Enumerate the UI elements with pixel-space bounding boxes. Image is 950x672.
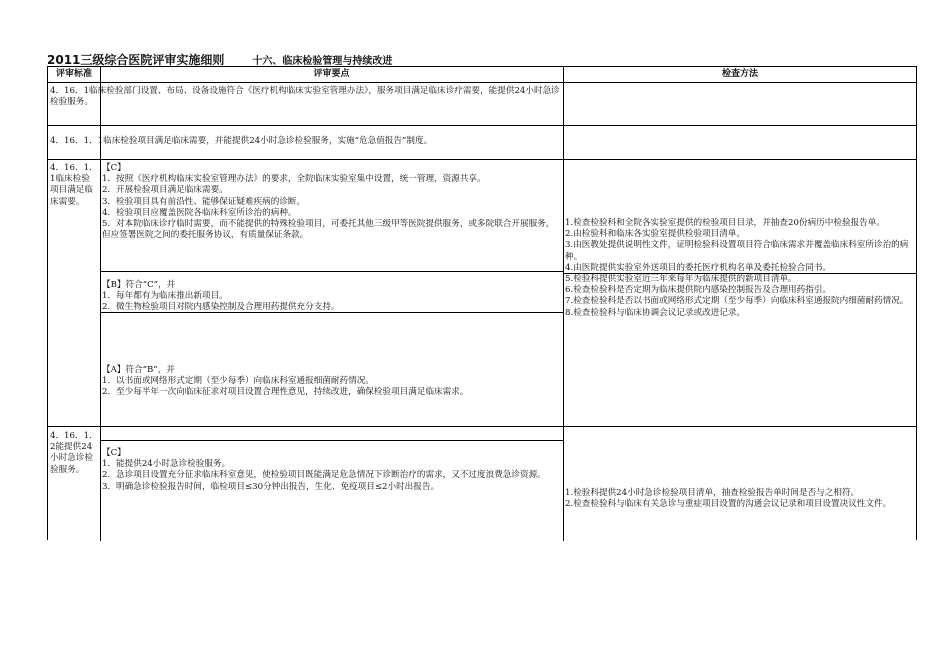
inspection-methods-4-16-1-1: 1.检查检验科和全院各实验室提供的检验项目目录，并抽查20份病历中检验报告单。 2.由检验科和临床各实验室提供检验项目清单。 3.由医教处提供说明性文件，证明检验科设置项目符合临床需求并覆盖临床科室所诊治的病种。 4.由医院提供实验室外送项目的委托医疗机构名单及委托检验合同书。 5.检验科提供实验室近三年来每年为临床提供的新项目清单。 6.检查检验科是否定期为临床提供院内感染控制报告及合理用药指引。 7.检查检验科是否以书面或网络形式定期（至少每季）向临床科室通报院内细菌耐药情况。 8.检查检验科与临床协调会议记录或改进记录。 <box>565 218 909 318</box>
row-4-16-1-2-standard: 4．16．1．2能提供24小时急诊检验服务。 <box>50 431 98 475</box>
grid-line <box>48 159 917 160</box>
grid-line <box>100 312 563 313</box>
grid-line <box>48 82 917 83</box>
level-b-criteria: 【B】符合“C”，并 1．每年都有为临床推出新项目。 2．微生物检验项目对院内感染控制及合理用药提供充分支持。 <box>102 280 340 313</box>
document-header <box>47 52 392 66</box>
column-header-method: 检查方法 <box>721 68 758 79</box>
document-title: 2011三级综合医院评审实施细则 <box>47 52 225 67</box>
assessment-table <box>47 66 917 540</box>
grid-line <box>48 426 917 427</box>
level-c-criteria-4-16-1-2: 【C】 1．能提供24小时急诊检验服务。 2．急诊项目设置充分征求临床科室意见，使检验项目既能满足危急情况下诊断治疗的需求，又不过度浪费急诊资源。 3．明确急诊检验报告时间，临检项目≤30分钟出报告，生化、免疫项目≤2小时出报告。 <box>102 448 546 492</box>
grid-line <box>100 440 563 441</box>
section-title: 十六、临床检验管理与持续改进 <box>252 55 393 67</box>
level-c-criteria: 【C】 1．按照《医疗机构临床实验室管理办法》的要求，全院临床实验室集中设置，统一管理，资源共享。 2．开展检验项目满足临床需要。 3．检验项目具有前沿性、能够保证疑难疾病的诊断。 4．检验项目应覆盖医院各临床科室所诊治的病种。 5．对本院临床诊疗临时需要，而不能提供的特殊检验项目，可委托其他三级甲等医院提供服务，或多院联合开展服务，但应签署医院之间的委托服务协议，有质量保证条款。 <box>102 163 555 241</box>
inspection-methods-4-16-1-2: 1.检验科提供24小时急诊检验项目清单，抽查检验报告单时间是否与之相符。 2.检查检验科与临床有关急诊与重症项目设置的沟通会议记录和项目设置决议性文件。 <box>565 488 892 510</box>
grid-line <box>563 67 564 541</box>
row-4-16-1-points: 4．16．1临床检验部门设置、布局、设备设施符合《医疗机构临床实验室管理办法》，服务项目满足临床诊疗需要，能提供24小时急诊检验服务。 <box>50 86 560 108</box>
row-4-16-1-1-standard: 4．16．1．1临床检验项目满足临床需要。 <box>50 163 98 207</box>
level-a-criteria: 【A】符合“B”，并 1．以书面或网络形式定期（至少每季）向临床科室通报细菌耐药情况。 2．至少每半年一次向临床征求对项目设置合理性意见，持续改进，确保检验项目满足临床需求。 <box>102 365 469 398</box>
column-header-standard: 评审标准 <box>55 68 92 79</box>
grid-line <box>48 125 917 126</box>
grid-line <box>563 273 917 274</box>
row-4-16-1-1-points: 4．16．1．1临床检验项目满足临床需要，并能提供24小时急诊检验服务，实施“危急值报告”制度。 <box>50 136 433 146</box>
grid-line <box>100 271 563 272</box>
column-header-points: 评审要点 <box>313 68 350 79</box>
grid-line <box>100 67 101 541</box>
